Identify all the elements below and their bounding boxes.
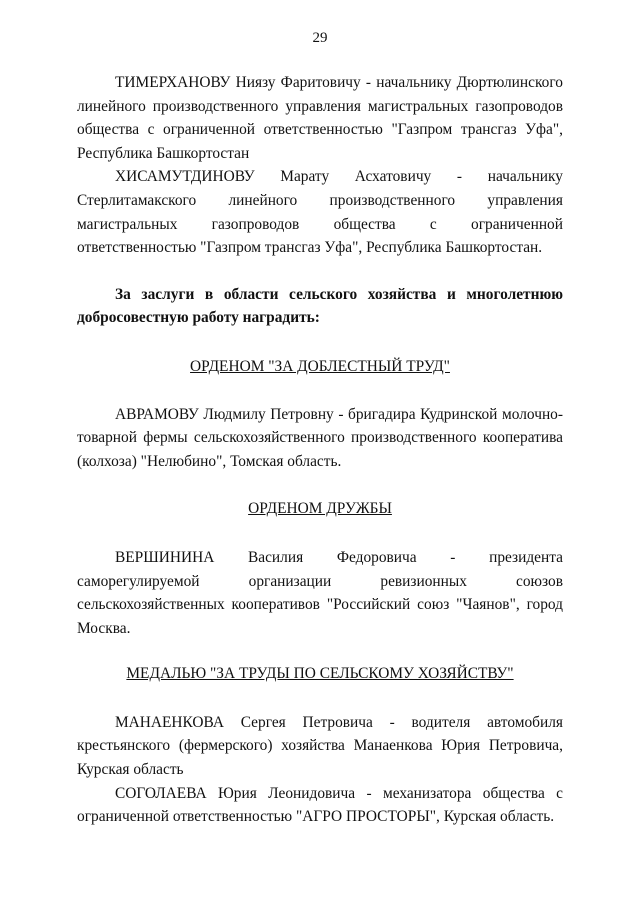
document-body xyxy=(77,71,563,829)
award-entry-avramova: АВРАМОВУ Людмилу Петровну - бригадира Кудринской молочно-товарной фермы сельскохозяйственного производственного кооператива (колхоза) "Нелюбино", Томская область. xyxy=(77,405,563,470)
award-entry-manaenkov: МАНАЕНКОВА Сергея Петровича - водителя автомобиля крестьянского (фермерского) хозяйства Манаенкова Юрия Петровича, Курская область xyxy=(77,713,563,779)
section-heading-order-valiant-labor: ОРДЕНОМ "ЗА ДОБЛЕСТНЫЙ ТРУД" xyxy=(190,357,450,375)
section-heading-medal-agriculture: МЕДАЛЬЮ "ЗА ТРУДЫ ПО СЕЛЬСКОМУ ХОЗЯЙСТВУ" xyxy=(126,665,514,683)
section-heading-order-friendship: ОРДЕНОМ ДРУЖБЫ xyxy=(248,500,392,518)
award-entry-vershinin: ВЕРШИНИНА Василия Федоровича - президента саморегулируемой организации ревизионных союзов сельскохозяйственных кооперативов "Российский союз "Чаянов", город Москва. xyxy=(77,548,563,637)
award-entry-timerkhanov: ТИМЕРХАНОВУ Ниязу Фаритовичу - начальнику Дюртюлинского линейного производственного управления магистральных газопроводов общества с ограниченной ответственностью "Газпром трансгаз Уфа", Республика Башкортостан xyxy=(77,74,563,162)
page-number: 29 xyxy=(312,30,328,46)
award-entry-khisamutdinov: ХИСАМУТДИНОВУ Марату Асхатовичу - начальнику Стерлитамакского линейного производственного управления магистральных газопроводов общества с ограниченной ответственностью "Газпром трансгаз Уфа", Республика Башкортостан. xyxy=(77,168,563,257)
award-intro-text: За заслуги в области сельского хозяйства и многолетнюю добросовестную работу наградить: xyxy=(77,285,563,327)
award-entry-sogolaev: СОГОЛАЕВА Юрия Леонидовича - механизатора общества с ограниченной ответственностью "АГРО ПРОСТОРЫ", Курская область. xyxy=(77,784,563,826)
